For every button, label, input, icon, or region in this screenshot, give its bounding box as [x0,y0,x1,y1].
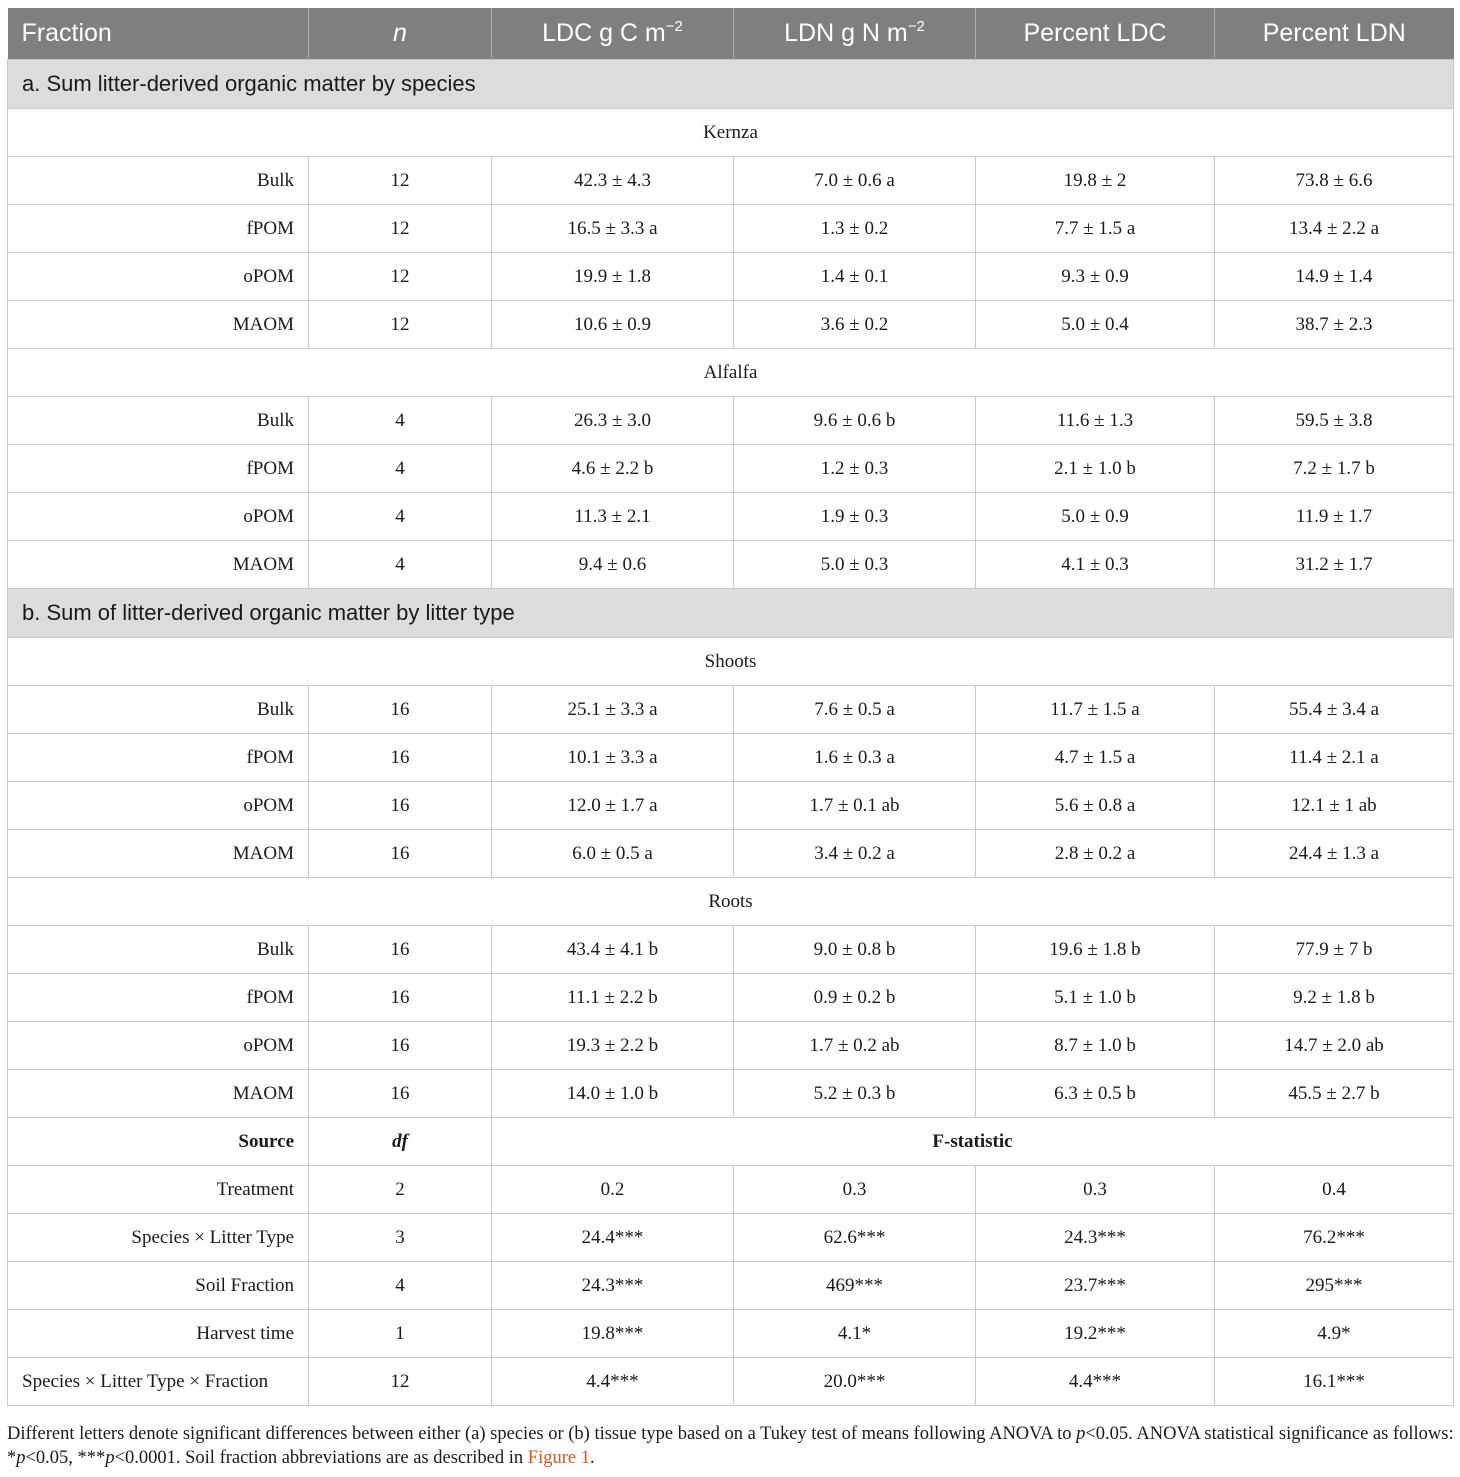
cell-ldn: 9.6 ± 0.6 b [734,397,976,445]
cell-ldn: 0.9 ± 0.2 b [734,974,976,1022]
cell-ldn: 1.7 ± 0.2 ab [734,1022,976,1070]
table-row [8,157,1454,205]
cell-ldc: 10.6 ± 0.9 [492,301,734,349]
cell-ldc: 9.4 ± 0.6 [492,541,734,589]
cell-fraction: fPOM [8,205,309,253]
cell-ldc: 19.9 ± 1.8 [492,253,734,301]
group-header [8,638,1454,686]
section-title: a. Sum litter-derived organic matter by species [8,60,1454,109]
table-row [8,830,1454,878]
cell-fraction: Bulk [8,397,309,445]
group-header [8,349,1454,397]
cell-pct-ldc: 5.0 ± 0.9 [976,493,1215,541]
cell-n: 16 [309,782,492,830]
anova-cell-source: Harvest time [8,1310,309,1358]
cell-ldc: 25.1 ± 3.3 a [492,686,734,734]
cell-n: 16 [309,1022,492,1070]
group-name: Alfalfa [8,349,1454,397]
anova-cell-ldc: 19.8*** [492,1310,734,1358]
anova-cell-ldc: 24.3*** [492,1262,734,1310]
anova-cell-ldc: 4.4*** [492,1358,734,1406]
table-row [8,686,1454,734]
table-row [8,445,1454,493]
cell-ldn: 1.9 ± 0.3 [734,493,976,541]
cell-pct-ldc: 5.0 ± 0.4 [976,301,1215,349]
cell-ldn: 9.0 ± 0.8 b [734,926,976,974]
cell-n: 4 [309,541,492,589]
cell-pct-ldc: 5.6 ± 0.8 a [976,782,1215,830]
cell-ldn: 3.4 ± 0.2 a [734,830,976,878]
footnote-p-3: p [105,1448,115,1468]
anova-cell-pct-ldc: 4.4*** [976,1358,1215,1406]
table-row [8,926,1454,974]
cell-pct-ldc: 2.1 ± 1.0 b [976,445,1215,493]
header-percent-ldn: Percent LDN [1215,8,1454,60]
table-row [8,974,1454,1022]
cell-pct-ldc: 4.1 ± 0.3 [976,541,1215,589]
cell-ldn: 1.4 ± 0.1 [734,253,976,301]
anova-cell-source: Species × Litter Type × Fraction [8,1358,309,1406]
anova-cell-df: 3 [309,1214,492,1262]
cell-fraction: oPOM [8,253,309,301]
group-header [8,878,1454,926]
cell-pct-ldn: 12.1 ± 1 ab [1215,782,1454,830]
cell-ldc: 43.4 ± 4.1 b [492,926,734,974]
cell-ldc: 11.3 ± 2.1 [492,493,734,541]
cell-pct-ldn: 11.4 ± 2.1 a [1215,734,1454,782]
cell-pct-ldc: 8.7 ± 1.0 b [976,1022,1215,1070]
cell-fraction: Bulk [8,686,309,734]
header-fraction: Fraction [8,8,309,60]
cell-ldn: 5.2 ± 0.3 b [734,1070,976,1118]
section-header [8,60,1454,109]
cell-pct-ldn: 24.4 ± 1.3 a [1215,830,1454,878]
cell-pct-ldn: 59.5 ± 3.8 [1215,397,1454,445]
cell-ldn: 5.0 ± 0.3 [734,541,976,589]
cell-ldn: 1.6 ± 0.3 a [734,734,976,782]
cell-ldn: 1.2 ± 0.3 [734,445,976,493]
cell-ldc: 19.3 ± 2.2 b [492,1022,734,1070]
anova-cell-source: Treatment [8,1166,309,1214]
anova-cell-pct-ldc: 23.7*** [976,1262,1215,1310]
section-title: b. Sum of litter-derived organic matter by litter type [8,589,1454,638]
group-name: Roots [8,878,1454,926]
footnote-text-4: <0.0001. Soil fraction abbreviations are as described in [114,1448,528,1468]
header-ldc-label: LDC g C m [542,19,666,47]
anova-cell-pct-ldn: 295*** [1215,1262,1454,1310]
header-ldn-label: LDN g N m [784,19,908,47]
results-table [7,8,1454,1406]
table-row [8,782,1454,830]
anova-row [8,1262,1454,1310]
cell-n: 12 [309,301,492,349]
group-header [8,109,1454,157]
cell-pct-ldc: 5.1 ± 1.0 b [976,974,1215,1022]
header-n-label: n [393,19,407,47]
cell-pct-ldn: 13.4 ± 2.2 a [1215,205,1454,253]
cell-pct-ldn: 31.2 ± 1.7 [1215,541,1454,589]
cell-n: 16 [309,926,492,974]
footnote-p-2: p [16,1448,26,1468]
footnote-star: * [7,1448,17,1468]
cell-pct-ldc: 19.8 ± 2 [976,157,1215,205]
cell-pct-ldc: 11.7 ± 1.5 a [976,686,1215,734]
anova-header-row [8,1118,1454,1166]
cell-ldc: 4.6 ± 2.2 b [492,445,734,493]
table-row [8,493,1454,541]
cell-n: 16 [309,686,492,734]
anova-cell-ldc: 24.4*** [492,1214,734,1262]
anova-cell-ldc: 0.2 [492,1166,734,1214]
anova-cell-ldn: 20.0*** [734,1358,976,1406]
table-row [8,301,1454,349]
table-row [8,1070,1454,1118]
cell-pct-ldc: 4.7 ± 1.5 a [976,734,1215,782]
cell-ldc: 16.5 ± 3.3 a [492,205,734,253]
cell-fraction: Bulk [8,926,309,974]
footnote-p-1: p [1076,1424,1086,1444]
cell-pct-ldn: 38.7 ± 2.3 [1215,301,1454,349]
header-n [309,8,492,60]
cell-ldc: 12.0 ± 1.7 a [492,782,734,830]
anova-row [8,1310,1454,1358]
cell-pct-ldn: 9.2 ± 1.8 b [1215,974,1454,1022]
cell-fraction: MAOM [8,301,309,349]
header-ldn-exp: −2 [907,18,925,35]
table-row [8,205,1454,253]
cell-pct-ldc: 6.3 ± 0.5 b [976,1070,1215,1118]
anova-cell-df: 2 [309,1166,492,1214]
cell-pct-ldc: 7.7 ± 1.5 a [976,205,1215,253]
cell-pct-ldc: 2.8 ± 0.2 a [976,830,1215,878]
header-ldn [734,8,976,60]
group-name: Kernza [8,109,1454,157]
cell-n: 16 [309,1070,492,1118]
cell-fraction: fPOM [8,974,309,1022]
group-name: Shoots [8,638,1454,686]
table-row [8,397,1454,445]
anova-cell-pct-ldn: 4.9* [1215,1310,1454,1358]
header-row [8,8,1454,60]
cell-ldn: 1.3 ± 0.2 [734,205,976,253]
table-row [8,541,1454,589]
anova-cell-source: Species × Litter Type [8,1214,309,1262]
cell-fraction: oPOM [8,1022,309,1070]
cell-ldc: 26.3 ± 3.0 [492,397,734,445]
anova-cell-pct-ldn: 16.1*** [1215,1358,1454,1406]
cell-ldc: 10.1 ± 3.3 a [492,734,734,782]
table-row [8,734,1454,782]
cell-fraction: MAOM [8,1070,309,1118]
cell-fraction: MAOM [8,541,309,589]
cell-ldn: 3.6 ± 0.2 [734,301,976,349]
cell-pct-ldn: 55.4 ± 3.4 a [1215,686,1454,734]
cell-fraction: oPOM [8,782,309,830]
anova-source-label: Source [8,1118,309,1166]
anova-row [8,1166,1454,1214]
table-footnote [7,1422,1455,1470]
cell-n: 12 [309,205,492,253]
anova-cell-df: 1 [309,1310,492,1358]
footnote-text-3: <0.05, *** [25,1448,106,1468]
anova-cell-pct-ldn: 76.2*** [1215,1214,1454,1262]
anova-cell-pct-ldc: 0.3 [976,1166,1215,1214]
cell-pct-ldn: 14.9 ± 1.4 [1215,253,1454,301]
cell-ldn: 1.7 ± 0.1 ab [734,782,976,830]
cell-fraction: fPOM [8,734,309,782]
anova-df-label: df [309,1118,492,1166]
cell-n: 4 [309,397,492,445]
cell-ldn: 7.0 ± 0.6 a [734,157,976,205]
cell-pct-ldn: 11.9 ± 1.7 [1215,493,1454,541]
cell-pct-ldn: 73.8 ± 6.6 [1215,157,1454,205]
anova-cell-ldn: 62.6*** [734,1214,976,1262]
section-header [8,589,1454,638]
cell-pct-ldc: 11.6 ± 1.3 [976,397,1215,445]
cell-fraction: fPOM [8,445,309,493]
anova-cell-pct-ldc: 24.3*** [976,1214,1215,1262]
anova-cell-df: 12 [309,1358,492,1406]
cell-n: 16 [309,830,492,878]
cell-n: 16 [309,974,492,1022]
anova-row [8,1214,1454,1262]
cell-pct-ldc: 19.6 ± 1.8 b [976,926,1215,974]
anova-cell-ldn: 469*** [734,1262,976,1310]
header-ldc-exp: −2 [665,18,683,35]
anova-cell-source: Soil Fraction [8,1262,309,1310]
anova-f-statistic-label: F-statistic [492,1118,1454,1166]
cell-n: 12 [309,253,492,301]
cell-pct-ldn: 45.5 ± 2.7 b [1215,1070,1454,1118]
cell-pct-ldn: 7.2 ± 1.7 b [1215,445,1454,493]
footnote-end: . [589,1448,595,1468]
cell-ldn: 7.6 ± 0.5 a [734,686,976,734]
cell-fraction: MAOM [8,830,309,878]
anova-cell-pct-ldc: 19.2*** [976,1310,1215,1358]
cell-ldc: 6.0 ± 0.5 a [492,830,734,878]
cell-ldc: 42.3 ± 4.3 [492,157,734,205]
footnote-text-1: Different letters denote significant differences between either (a) species or (b) tissue type based on a Tukey test of means following ANOVA to [7,1424,1077,1444]
cell-n: 16 [309,734,492,782]
cell-n: 4 [309,493,492,541]
anova-cell-ldn: 0.3 [734,1166,976,1214]
cell-n: 4 [309,445,492,493]
table-row [8,253,1454,301]
anova-cell-pct-ldn: 0.4 [1215,1166,1454,1214]
anova-cell-ldn: 4.1* [734,1310,976,1358]
header-ldc [492,8,734,60]
anova-cell-df: 4 [309,1262,492,1310]
cell-n: 12 [309,157,492,205]
anova-row [8,1358,1454,1406]
cell-ldc: 11.1 ± 2.2 b [492,974,734,1022]
header-percent-ldc: Percent LDC [976,8,1215,60]
cell-pct-ldn: 77.9 ± 7 b [1215,926,1454,974]
table-row [8,1022,1454,1070]
figure-1-link[interactable]: Figure 1 [527,1448,590,1468]
cell-fraction: oPOM [8,493,309,541]
cell-pct-ldn: 14.7 ± 2.0 ab [1215,1022,1454,1070]
cell-fraction: Bulk [8,157,309,205]
footnote-text-2: <0.05. ANOVA statistical significance as follows: [1085,1424,1454,1444]
cell-pct-ldc: 9.3 ± 0.9 [976,253,1215,301]
cell-ldc: 14.0 ± 1.0 b [492,1070,734,1118]
table-container [7,8,1453,1406]
